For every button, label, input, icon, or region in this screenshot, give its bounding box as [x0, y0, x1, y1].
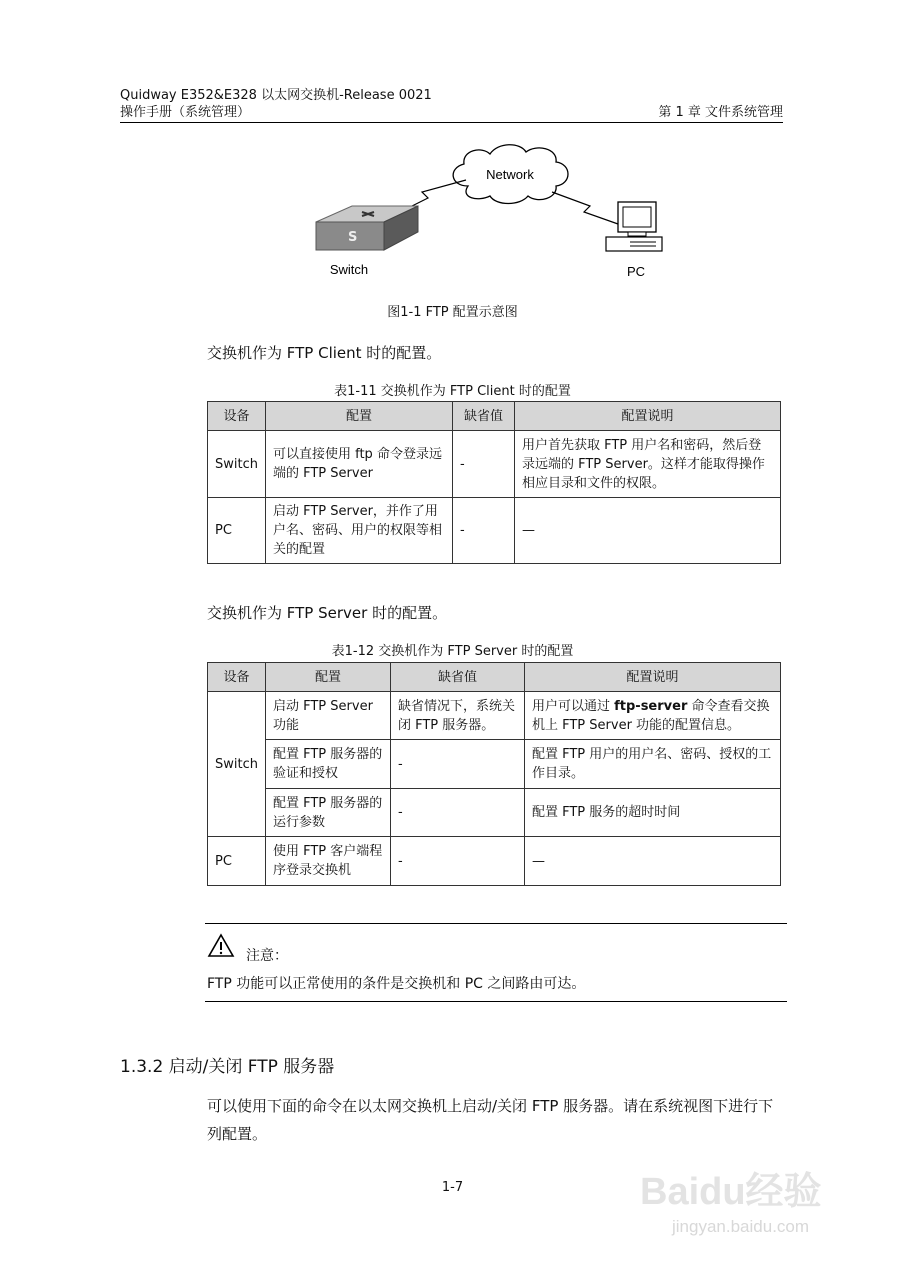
client-intro: 交换机作为 FTP Client 时的配置。: [207, 344, 442, 362]
client-config-table: [207, 401, 781, 564]
cell-default: 缺省情况下，系统关闭 FTP 服务器。: [390, 692, 524, 740]
header-divider: [120, 122, 783, 123]
cell-device: PC: [208, 837, 266, 886]
cell-default: -: [390, 789, 524, 837]
watermark-logo: [640, 1160, 822, 1215]
cell-default: -: [390, 837, 524, 886]
note-title: 注意：: [246, 948, 288, 964]
page-number: 1-7: [441, 1180, 464, 1195]
cell-description: 配置 FTP 服务的超时时间: [524, 789, 780, 837]
cell-device: Switch: [208, 692, 266, 837]
table-row: [208, 498, 781, 564]
pc-icon: [606, 202, 662, 251]
switch-label: Switch: [329, 262, 369, 277]
cell-default: -: [390, 740, 524, 789]
section-paragraph: 可以使用下面的命令在以太网交换机上启动/关闭 FTP 服务器。请在系统视图下进行下列配置。: [207, 1097, 774, 1143]
cell-config: 可以直接使用 ftp 命令登录远端的 FTP Server: [265, 431, 452, 498]
svg-text:S: S: [348, 230, 358, 245]
header-device: 设备: [208, 402, 266, 431]
cell-device: PC: [208, 498, 266, 564]
cell-config: 配置 FTP 服务器的验证和授权: [265, 740, 390, 789]
client-table-caption: 表1-11 交换机作为 FTP Client 时的配置: [334, 384, 571, 399]
cell-device: Switch: [208, 431, 266, 498]
table-header-row: [208, 663, 781, 692]
header-manual: 操作手册（系统管理）: [120, 105, 251, 120]
cell-config: 配置 FTP 服务器的运行参数: [265, 789, 390, 837]
cell-config: 启动 FTP Server 功能: [265, 692, 390, 740]
watermark-url: jingyan.baidu.com: [672, 1217, 810, 1236]
table-row: [208, 431, 781, 498]
pc-label: PC: [626, 264, 646, 279]
table-row: [208, 789, 781, 837]
cell-description: —: [524, 837, 780, 886]
watermark-brand: Baidu经验: [640, 1171, 822, 1213]
figure-caption: 图1-1 FTP 配置示意图: [387, 305, 518, 320]
cell-description: [524, 692, 780, 740]
header-chapter: 第 1 章 文件系统管理: [658, 105, 783, 120]
header-default: 缺省值: [452, 402, 514, 431]
header-device: 设备: [208, 663, 266, 692]
header-description: 配置说明: [524, 663, 780, 692]
link-network-pc: [552, 192, 618, 224]
cell-default: -: [452, 431, 514, 498]
note-bottom-rule: [205, 1001, 787, 1002]
desc-text: 用户可以通过: [531, 698, 615, 714]
server-config-table: [207, 662, 781, 886]
warning-icon: [207, 933, 235, 959]
note-text: FTP 功能可以正常使用的条件是交换机和 PC 之间路由可达。: [207, 976, 586, 992]
note-top-rule: [205, 923, 787, 924]
cell-config: 启动 FTP Server，并作了用户名、密码、用户的权限等相关的配置: [265, 498, 452, 564]
switch-icon: [316, 206, 418, 250]
cell-description: 用户首先获取 FTP 用户名和密码，然后登录远端的 FTP Server。这样才能取得操作相应目录和文件的权限。: [514, 431, 780, 498]
cell-config: 使用 FTP 客户端程序登录交换机: [265, 837, 390, 886]
section-heading: 1.3.2 启动/关闭 FTP 服务器: [120, 1057, 335, 1077]
desc-text: 命令查看交换机上 FTP Server 功能的配置信息。: [531, 698, 770, 733]
table-row: [208, 837, 781, 886]
command-ftp-server: ftp-server: [614, 698, 688, 714]
table-header-row: [208, 402, 781, 431]
table-row: [208, 692, 781, 740]
server-table-caption: 表1-12 交换机作为 FTP Server 时的配置: [331, 644, 574, 659]
header-config: 配置: [265, 663, 390, 692]
header-product: Quidway E352&E328 以太网交换机-Release 0021: [120, 88, 432, 103]
header-config: 配置: [265, 402, 452, 431]
header-default: 缺省值: [390, 663, 524, 692]
table-row: [208, 740, 781, 789]
cell-default: -: [452, 498, 514, 564]
cell-description: 配置 FTP 用户的用户名、密码、授权的工作目录。: [524, 740, 780, 789]
cell-description: —: [514, 498, 780, 564]
network-diagram: [300, 140, 700, 290]
server-intro: 交换机作为 FTP Server 时的配置。: [207, 604, 448, 622]
network-label: Network: [486, 167, 534, 182]
header-description: 配置说明: [514, 402, 780, 431]
